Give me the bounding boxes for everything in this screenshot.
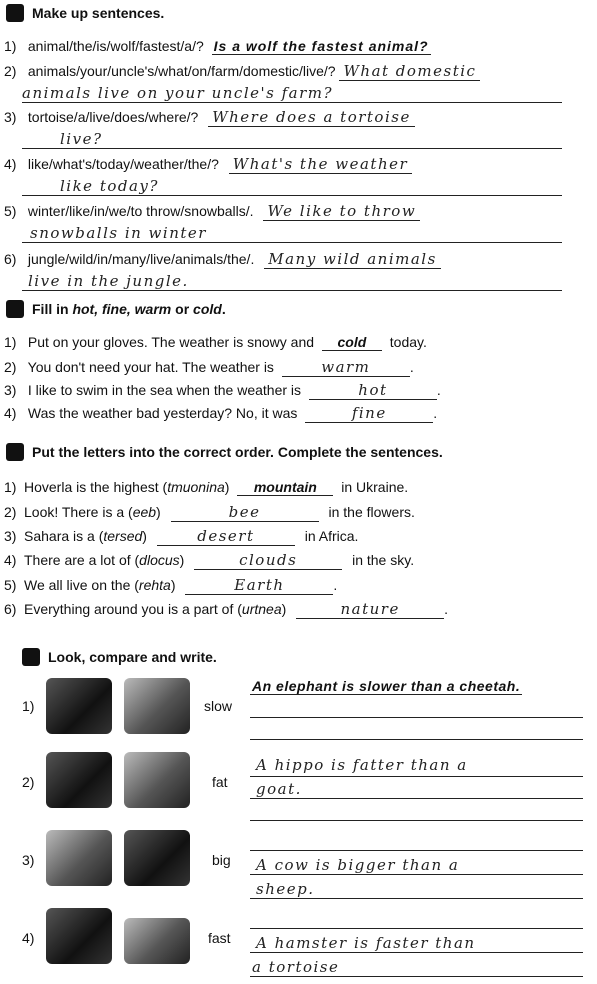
item-text: Was the weather bad yesterday? No, it was — [27, 405, 298, 421]
item-answer: hot — [309, 381, 437, 400]
item-answer: Many wild animals — [264, 250, 441, 269]
item-text-end: in Africa. — [304, 528, 359, 544]
item-answer: desert — [157, 527, 295, 546]
section-square-icon — [6, 4, 24, 22]
item-number: 3) — [22, 852, 35, 868]
item-adjective: fat — [212, 774, 228, 790]
item-text: I like to swim in the sea when the weather is — [27, 382, 302, 398]
item-text: ) — [179, 552, 185, 568]
item-prompt: tortoise/a/live/does/where/? — [27, 109, 199, 125]
item-answer-continued: goat. — [256, 780, 302, 798]
item-number: 4) — [4, 552, 17, 568]
answer-rule — [250, 976, 583, 977]
item-adjective: big — [212, 852, 231, 868]
s3-item-6 — [4, 600, 448, 619]
item-text: Hoverla is the highest ( — [24, 479, 168, 495]
item-prompt: animal/the/is/wolf/fastest/a/? — [27, 38, 204, 54]
item-hint: tmuonina — [167, 479, 225, 495]
answer-rule — [22, 195, 562, 196]
item-number: 1) — [4, 479, 17, 495]
answer-rule — [22, 290, 562, 291]
s3-item-1 — [4, 479, 408, 496]
item-number: 3) — [4, 109, 17, 125]
item-adjective: slow — [204, 698, 233, 714]
item-prompt: jungle/wild/in/many/live/animals/the/. — [27, 251, 255, 267]
s3-item-4 — [4, 551, 414, 570]
section-heading-letters — [6, 443, 443, 461]
answer-rule — [250, 874, 583, 875]
item-number: 2) — [4, 504, 17, 520]
s3-item-3 — [4, 527, 358, 546]
item-answer: A cow is bigger than a — [256, 856, 460, 874]
s3-item-5 — [4, 576, 337, 595]
section-square-icon — [6, 443, 24, 461]
s3-item-2 — [4, 503, 415, 522]
item-answer: What domestic — [339, 62, 480, 81]
item-answer: nature — [296, 600, 444, 619]
item-answer: What's the weather — [229, 155, 412, 174]
item-text: There are a lot of ( — [24, 552, 140, 568]
item-answer-continued: snowballs in winter — [30, 224, 207, 242]
item-answer: mountain — [237, 479, 333, 496]
answer-rule — [250, 739, 583, 740]
item-hint: tersed — [103, 528, 143, 544]
item-text-end: in the sky. — [352, 552, 415, 568]
item-hint: rehta — [138, 577, 171, 593]
answer-rule — [250, 952, 583, 953]
item-number: 6) — [4, 601, 17, 617]
item-number: 1) — [4, 334, 17, 350]
item-text-end: today. — [389, 334, 427, 350]
s1-item-4 — [4, 155, 412, 174]
item-hint: urtnea — [241, 601, 282, 617]
section-title: Put the letters into the correct order. Complete the sentences. — [32, 444, 443, 460]
item-prompt: winter/like/in/we/to throw/snowballs/. — [27, 203, 254, 219]
item-text: Look! There is a ( — [24, 504, 133, 520]
item-text: Sahara is a ( — [24, 528, 104, 544]
item-text-end: . — [444, 601, 449, 617]
item-number: 4) — [22, 930, 35, 946]
item-number: 6) — [4, 251, 17, 267]
item-number: 1) — [22, 698, 35, 714]
item-text-end: . — [333, 577, 338, 593]
section-square-icon — [22, 648, 40, 666]
item-number: 3) — [4, 528, 17, 544]
item-answer-continued: live in the jungle. — [28, 272, 189, 290]
hippo-photo — [46, 752, 112, 808]
answer-rule — [250, 850, 583, 851]
answer-rule — [250, 898, 583, 899]
item-number: 3) — [4, 382, 17, 398]
item-number: 5) — [4, 577, 17, 593]
item-text: You don't need your hat. The weather is — [27, 359, 274, 375]
item-answer: A hamster is faster than — [256, 934, 476, 952]
item-text: ) — [281, 601, 287, 617]
item-text: ) — [142, 528, 147, 544]
section-heading-fill-in — [6, 300, 226, 318]
s1-item-5 — [4, 202, 420, 221]
item-text: We all live on the ( — [24, 577, 139, 593]
item-answer-continued: like today? — [60, 177, 159, 195]
item-text-end: . — [433, 405, 438, 421]
item-text: ) — [156, 504, 161, 520]
item-answer: A hippo is fatter than a — [256, 756, 468, 774]
item-answer-continued: animals live on your uncle's farm? — [22, 84, 334, 102]
item-answer: bee — [171, 503, 319, 522]
item-number: 5) — [4, 203, 17, 219]
item-hint: dlocus — [139, 552, 180, 568]
answer-rule — [250, 776, 583, 777]
item-answer-continued: live? — [60, 130, 103, 148]
item-text: ) — [224, 479, 230, 495]
section-square-icon — [6, 300, 24, 318]
item-answer: Where does a tortoise — [208, 108, 415, 127]
item-prompt: animals/your/uncle's/what/on/farm/domestic/live/? — [27, 63, 336, 79]
item-text-end: . — [409, 359, 414, 375]
cheetah-photo — [124, 678, 190, 734]
section-title: Fill in hot, fine, warm or cold. — [32, 301, 226, 317]
s2-item-3 — [4, 381, 441, 400]
answer-rule — [22, 242, 562, 243]
s4-item-1-answer — [250, 678, 522, 695]
item-adjective: fast — [208, 930, 231, 946]
elephant-photo — [46, 678, 112, 734]
s1-item-6 — [4, 250, 441, 269]
item-number: 2) — [4, 359, 17, 375]
item-hint: eeb — [132, 504, 157, 520]
answer-rule — [250, 820, 583, 821]
section-heading-compare — [22, 648, 217, 666]
answer-rule — [22, 102, 562, 103]
answer-rule — [250, 798, 583, 799]
item-number: 1) — [4, 38, 17, 54]
s1-item-3 — [4, 108, 415, 127]
item-text-end: . — [436, 382, 441, 398]
item-answer-continued: a tortoise — [252, 958, 340, 976]
section-heading-make-up-sentences — [6, 4, 164, 22]
item-number: 4) — [4, 156, 17, 172]
s2-item-1 — [4, 334, 427, 351]
item-answer: fine — [305, 404, 433, 423]
s2-item-2 — [4, 358, 414, 377]
goat-photo — [124, 752, 190, 808]
item-text: ) — [170, 577, 176, 593]
cow-photo — [46, 830, 112, 886]
answer-rule — [250, 717, 583, 718]
item-prompt: like/what's/today/weather/the/? — [27, 156, 219, 172]
item-answer-continued: sheep. — [256, 880, 315, 898]
item-answer: cold — [322, 334, 382, 351]
tortoise-photo — [124, 918, 190, 964]
s1-item-2 — [4, 62, 480, 81]
item-answer: An elephant is slower than a cheetah. — [252, 678, 521, 694]
hamster-photo — [46, 908, 112, 964]
item-text: Put on your gloves. The weather is snowy and — [27, 334, 315, 350]
answer-rule — [250, 928, 583, 929]
item-text: Everything around you is a part of ( — [24, 601, 242, 617]
section-title: Look, compare and write. — [48, 649, 217, 665]
item-number: 4) — [4, 405, 17, 421]
s1-item-1 — [4, 38, 431, 55]
item-number: 2) — [4, 63, 17, 79]
item-number: 2) — [22, 774, 35, 790]
item-text-end: in the flowers. — [328, 504, 415, 520]
answer-rule — [22, 148, 562, 149]
item-text-end: in Ukraine. — [341, 479, 409, 495]
item-answer: Is a wolf the fastest animal? — [213, 38, 429, 54]
item-answer: We like to throw — [263, 202, 420, 221]
item-answer: clouds — [194, 551, 342, 570]
item-answer: warm — [282, 358, 410, 377]
section-title: Make up sentences. — [32, 5, 165, 21]
s2-item-4 — [4, 404, 437, 423]
item-answer: Earth — [185, 576, 333, 595]
sheep-photo — [124, 830, 190, 886]
